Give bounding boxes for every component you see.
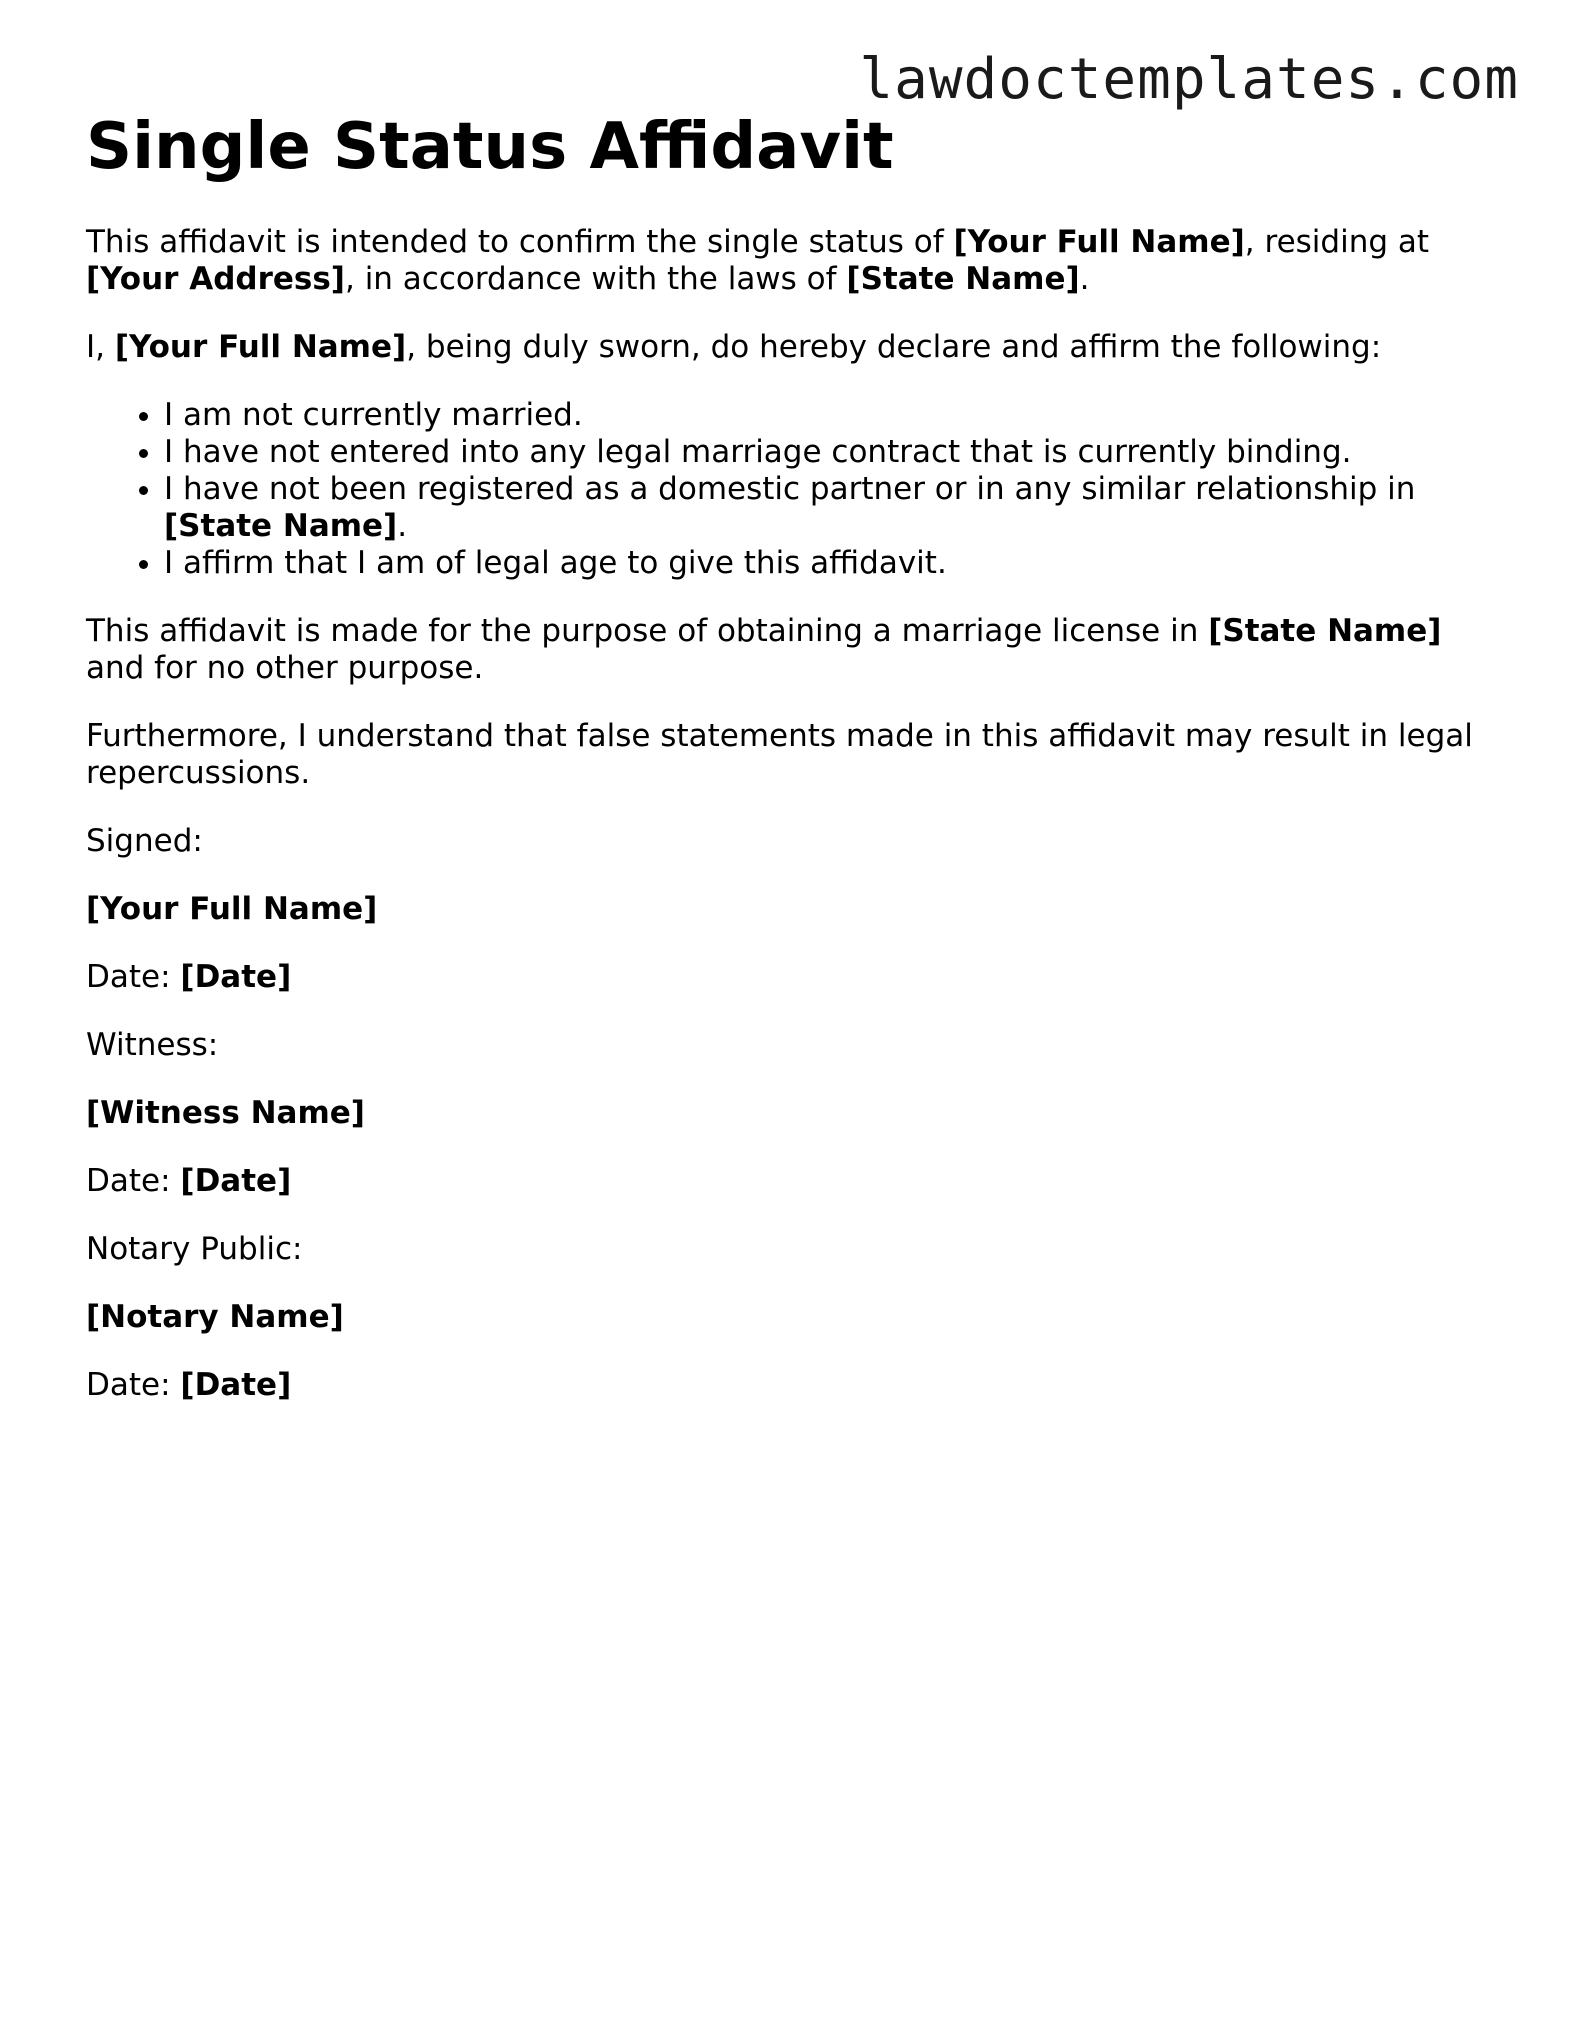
watermark-logo-text: lawdoctemplates.com: [859, 47, 1519, 112]
intro-text-2: , residing at: [1244, 224, 1430, 261]
signer-date-placeholder: [Date]: [180, 959, 292, 996]
document-title: Single Status Affidavit: [86, 110, 894, 184]
witness-date-placeholder: [Date]: [180, 1163, 292, 1200]
list-item: • I have not entered into any legal marriage contract that is currently binding.: [164, 434, 1486, 471]
witness-name-line: [86, 1095, 1486, 1132]
declaration-text-2: , being duly sworn, do hereby declare and affirm the following:: [406, 329, 1382, 366]
witness-label: Witness:: [86, 1027, 219, 1064]
intro-address-placeholder: [Your Address]: [86, 261, 345, 298]
notary-name-line: [86, 1299, 1486, 1336]
purpose-state-placeholder: [State Name]: [1208, 613, 1442, 650]
notary-date-label: Date:: [86, 1367, 181, 1404]
intro-paragraph: [86, 224, 1486, 298]
signer-date-label: Date:: [86, 959, 181, 996]
list-item-end: .: [397, 508, 408, 545]
list-item: [164, 471, 1486, 545]
intro-name-placeholder: [Your Full Name]: [953, 224, 1245, 261]
notary-label: Notary Public:: [86, 1231, 303, 1268]
signed-label: Signed:: [86, 823, 203, 860]
declaration-paragraph: [86, 329, 1486, 366]
warning-paragraph: Furthermore, I understand that false statements made in this affidavit may result in legal repercussions.: [86, 718, 1473, 792]
list-item-state-placeholder: [State Name]: [164, 508, 398, 545]
witness-date-label: Date:: [86, 1163, 181, 1200]
notary-name-placeholder: [Notary Name]: [86, 1299, 344, 1336]
signer-date-line: [86, 959, 1486, 996]
document-page: [86, 112, 1486, 1435]
purpose-paragraph: [86, 613, 1486, 687]
intro-text-3: , in accordance with the laws of: [344, 261, 847, 298]
declaration-text-1: I,: [86, 329, 115, 366]
purpose-text-1: This affidavit is made for the purpose of obtaining a marriage license in: [86, 613, 1209, 650]
list-item: • I am not currently married.: [164, 397, 1486, 434]
notary-date-line: [86, 1367, 1486, 1404]
signer-name-placeholder: [86, 891, 1486, 928]
intro-text-4: .: [1079, 261, 1090, 298]
intro-text-1: This affidavit is intended to confirm the single status of: [86, 224, 954, 261]
list-item: • I affirm that I am of legal age to give this affidavit.: [164, 545, 1486, 582]
notary-date-placeholder: [Date]: [180, 1367, 292, 1404]
affirmation-list: [86, 397, 1486, 582]
signer-name: [Your Full Name]: [86, 891, 378, 928]
witness-name-placeholder: [Witness Name]: [86, 1095, 365, 1132]
declaration-name-placeholder: [Your Full Name]: [114, 329, 407, 366]
witness-date-line: [86, 1163, 1486, 1200]
purpose-text-2: and for no other purpose.: [86, 650, 484, 687]
list-item-text: I have not been registered as a domestic partner or in any similar relationship in: [164, 471, 1416, 508]
intro-state-placeholder: [State Name]: [846, 261, 1080, 298]
